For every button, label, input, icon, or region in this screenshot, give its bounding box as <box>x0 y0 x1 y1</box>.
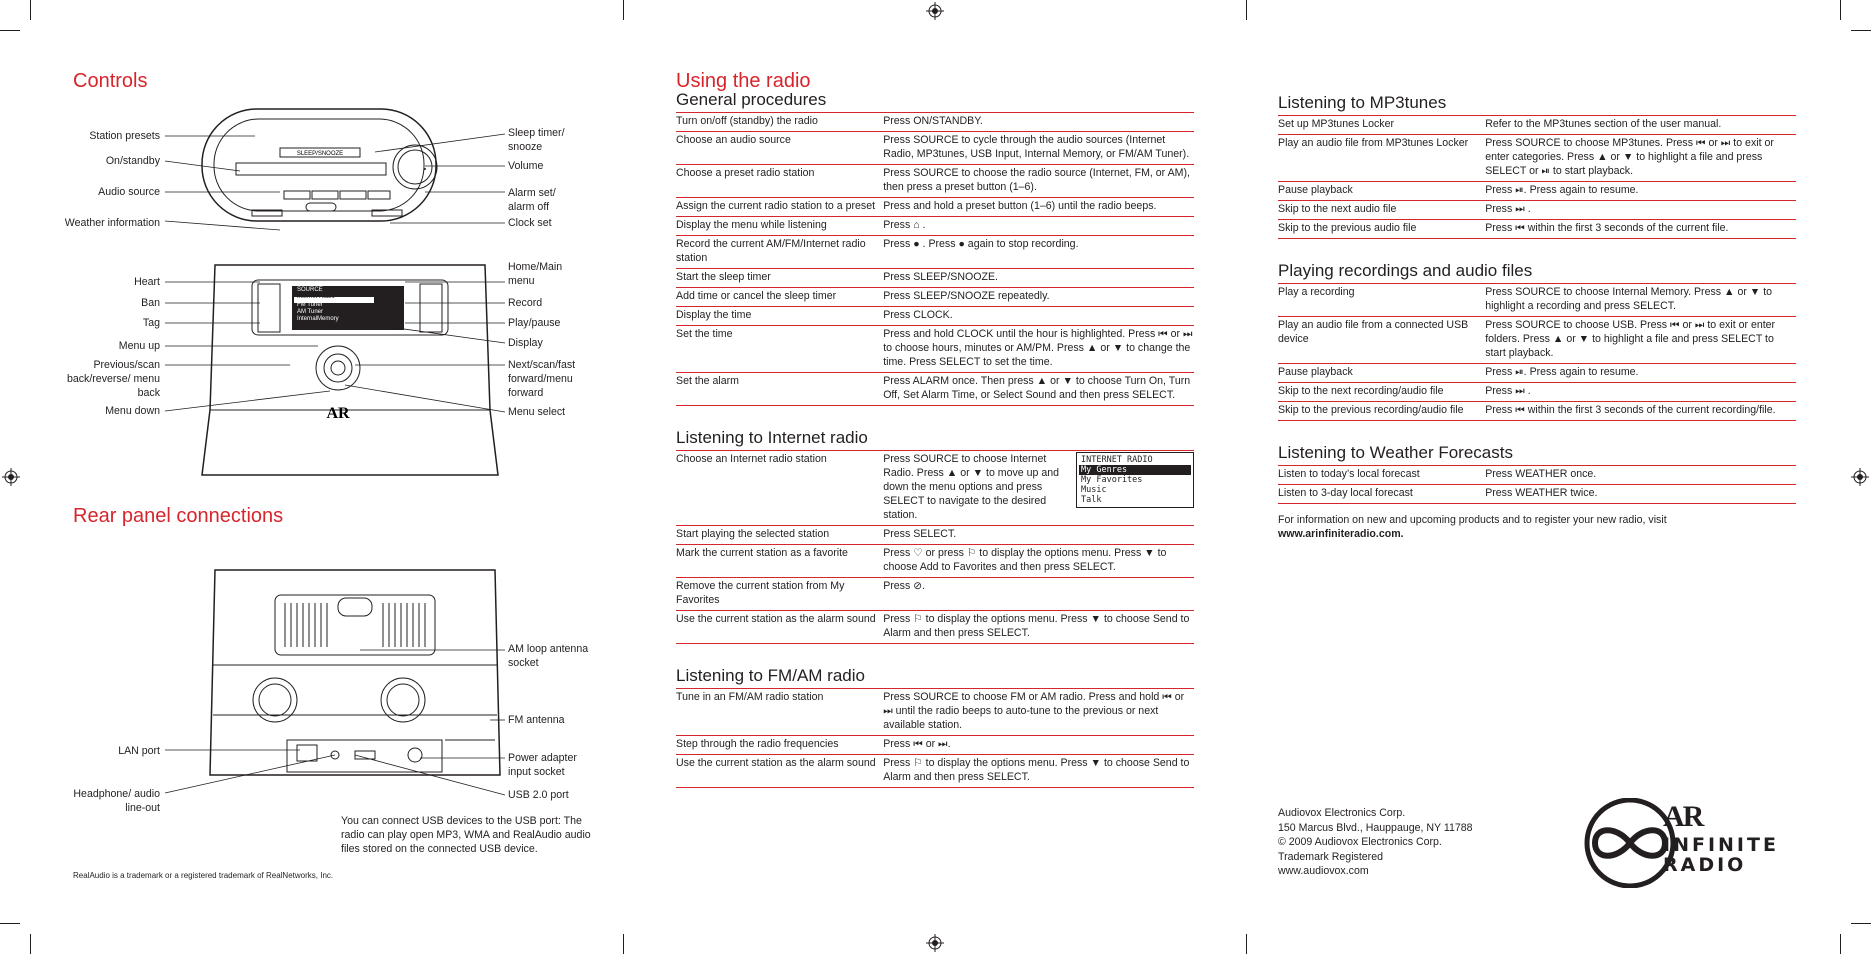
instruction-text: Press SOURCE to choose MP3tunes. Press ⏮ or ⏭ to exit or enter categories. Press ▲ or ▼ to highlight a file and press SELECT or ⏯ to start playback. <box>1485 137 1774 177</box>
label-station-presets: Station presets <box>89 130 160 142</box>
instruction-text: Press CLOCK. <box>883 309 953 321</box>
instruction-text: Press ♡ or press ⚐ to display the options menu. Press ▼ to choose Add to Favorites and then press SELECT. <box>883 547 1167 573</box>
instruction-cell <box>883 165 1194 198</box>
usb-note: You can connect USB devices to the USB port: The radio can play open MP3, WMA and RealAudio audio files stored on the connected USB device. <box>341 815 591 855</box>
callout-lines <box>160 120 510 235</box>
action-cell: Skip to the previous audio file <box>1278 220 1485 239</box>
fmam-radio-table <box>676 688 1194 788</box>
instruction-text: Press SOURCE to choose Internet Radio. Press ▲ or ▼ to move up and down the menu options and press SELECT to navigate to the desired station. <box>883 453 1060 521</box>
label-heart: Heart <box>134 276 160 288</box>
action-cell: Use the current station as the alarm sound <box>676 611 883 644</box>
address-line: Trademark Registered <box>1278 850 1383 863</box>
instruction-text: Press ⏭ . <box>1485 203 1531 215</box>
action-cell: Choose a preset radio station <box>676 165 883 198</box>
internet-radio-title: Listening to Internet radio <box>676 428 868 447</box>
table-row <box>676 113 1194 132</box>
right-column <box>1278 93 1796 541</box>
using-radio-title: Using the radio <box>676 70 811 92</box>
table-row <box>676 373 1194 406</box>
menu-screen-line: INTERNET RADIO <box>1081 455 1153 465</box>
action-cell: Skip to the next recording/audio file <box>1278 383 1485 402</box>
action-cell: Skip to the next audio file <box>1278 201 1485 220</box>
menu-screen-line: Talk <box>1081 495 1102 505</box>
ar-logo-mark: AR <box>1663 800 1703 833</box>
action-cell: Choose an audio source <box>676 132 883 165</box>
menu-screen-line: My Genres <box>1079 465 1191 475</box>
instruction-text: Press ALARM once. Then press ▲ or ▼ to choose Turn On, Turn Off, Set Alarm Time, or Select Sound and then press SELECT. <box>883 375 1191 401</box>
table-row <box>676 578 1194 611</box>
table-row <box>1278 364 1796 383</box>
crop-mark <box>1246 0 1247 20</box>
recordings-title: Playing recordings and audio files <box>1278 261 1533 280</box>
label-next-scan: Next/scan/fast forward/menu forward <box>508 359 576 399</box>
weather-title: Listening to Weather Forecasts <box>1278 443 1513 462</box>
table-row <box>1278 466 1796 485</box>
crop-mark <box>623 934 624 954</box>
action-cell: Tune in an FM/AM radio station <box>676 689 883 736</box>
label-play-pause: Play/pause <box>508 317 561 329</box>
fmam-radio-title: Listening to FM/AM radio <box>676 666 865 685</box>
svg-text:SLEEP/SNOOZE: SLEEP/SNOOZE <box>296 151 344 157</box>
general-procedures-table <box>676 112 1194 406</box>
address-line: Audiovox Electronics Corp. <box>1278 807 1406 819</box>
instruction-cell <box>1485 201 1796 220</box>
label-ban: Ban <box>141 297 160 309</box>
table-row <box>676 689 1194 736</box>
instruction-cell <box>883 198 1194 217</box>
instruction-cell <box>883 217 1194 236</box>
device-screen-title: SOURCE <box>297 287 323 293</box>
instruction-cell <box>883 113 1194 132</box>
instruction-cell <box>883 736 1194 755</box>
instruction-cell <box>883 132 1194 165</box>
label-menu-up: Menu up <box>118 340 160 352</box>
mp3tunes-table <box>1278 115 1796 239</box>
crop-mark <box>1840 934 1841 954</box>
recordings-table <box>1278 283 1796 421</box>
label-weather-information: Weather information <box>64 217 160 229</box>
instruction-cell <box>883 689 1194 736</box>
action-cell: Turn on/off (standby) the radio <box>676 113 883 132</box>
instruction-cell <box>1485 383 1796 402</box>
label-sleep-timer: Sleep timer/ snooze <box>508 127 565 153</box>
crop-mark <box>1851 923 1871 924</box>
table-row <box>1278 220 1796 239</box>
label-audio-source: Audio source <box>98 186 160 198</box>
action-cell: Remove the current station from My Favorites <box>676 578 883 611</box>
registration-mark-icon <box>1851 468 1869 486</box>
instruction-cell <box>883 545 1194 578</box>
label-alarm-set: Alarm set/ alarm off <box>508 187 556 213</box>
crop-mark <box>623 0 624 20</box>
crop-mark <box>1851 30 1871 31</box>
mp3tunes-title: Listening to MP3tunes <box>1278 93 1447 112</box>
table-row <box>676 269 1194 288</box>
wordmark-line2: RADIO <box>1663 854 1747 876</box>
instruction-cell <box>1485 220 1796 239</box>
instruction-cell <box>883 326 1194 373</box>
table-row <box>676 526 1194 545</box>
instruction-cell <box>883 578 1194 611</box>
instruction-cell <box>1485 317 1796 364</box>
label-fm-antenna: FM antenna <box>508 714 565 726</box>
instruction-text: Press and hold CLOCK until the hour is highlighted. Press ⏮ or ⏭ to choose hours, minutes or AM/PM. Press ▲ or ▼ to change the time. Press SELECT to set the time. <box>883 328 1193 368</box>
instruction-text: Press SLEEP/SNOOZE repeatedly. <box>883 290 1050 302</box>
device-screen-item: FM Tuner <box>297 301 323 308</box>
table-row <box>676 545 1194 578</box>
instruction-text: Press SOURCE to choose the radio source (Internet, FM, or AM), then press a preset button (1–6). <box>883 167 1190 193</box>
crop-mark <box>0 30 20 31</box>
table-row <box>676 288 1194 307</box>
instruction-text: Press ⏯. Press again to resume. <box>1485 366 1639 378</box>
table-row <box>676 326 1194 373</box>
info-url-link[interactable]: www.arinfiniteradio.com. <box>1278 528 1404 540</box>
instruction-cell <box>1485 135 1796 182</box>
table-row <box>676 451 1194 526</box>
trademark-note: RealAudio is a trademark or a registered trademark of RealNetworks, Inc. <box>73 871 334 880</box>
instruction-cell <box>1485 402 1796 421</box>
table-row <box>676 165 1194 198</box>
label-lan-port: LAN port <box>118 745 160 757</box>
action-cell: Display the time <box>676 307 883 326</box>
action-cell: Listen to today’s local forecast <box>1278 466 1485 485</box>
info-text: For information on new and upcoming products and to register your new radio, visit <box>1278 514 1667 526</box>
device-screen-item: AM Tuner <box>297 308 324 315</box>
instruction-cell <box>1485 364 1796 383</box>
company-address <box>1278 806 1473 879</box>
instruction-text: Press ⚐ to display the options menu. Press ▼ to choose Send to Alarm and then press SELECT. <box>883 613 1190 639</box>
action-cell: Play a recording <box>1278 284 1485 317</box>
crop-mark <box>30 934 31 954</box>
instruction-cell <box>883 755 1194 788</box>
action-cell: Listen to 3-day local forecast <box>1278 485 1485 504</box>
table-row <box>1278 284 1796 317</box>
instruction-cell <box>883 451 1194 526</box>
crop-mark <box>30 0 31 20</box>
action-cell: Pause playback <box>1278 364 1485 383</box>
action-cell: Play an audio file from MP3tunes Locker <box>1278 135 1485 182</box>
action-cell: Mark the current station as a favorite <box>676 545 883 578</box>
table-row <box>1278 402 1796 421</box>
table-row <box>676 611 1194 644</box>
instruction-cell <box>883 526 1194 545</box>
table-row <box>1278 317 1796 364</box>
table-row <box>676 132 1194 165</box>
label-menu-down: Menu down <box>105 405 160 417</box>
table-row <box>1278 135 1796 182</box>
instruction-text: Press SLEEP/SNOOZE. <box>883 271 998 283</box>
label-record: Record <box>508 297 543 309</box>
table-row <box>1278 383 1796 402</box>
registration-mark-icon <box>926 2 944 20</box>
label-menu-select: Menu select <box>508 406 566 418</box>
instruction-cell <box>883 288 1194 307</box>
label-tag: Tag <box>142 317 160 329</box>
instruction-text: Press SOURCE to choose Internal Memory. Press ▲ or ▼ to highlight a recording and press SELECT. <box>1485 286 1773 312</box>
instruction-cell <box>883 307 1194 326</box>
wordmark-line1: INFINITE <box>1663 834 1779 856</box>
label-display: Display <box>508 337 543 349</box>
menu-screen-example <box>1076 452 1194 508</box>
instruction-text: Press SOURCE to choose USB. Press ⏮ or ⏭ to exit or enter folders. Press ▲ or ▼ to highlight a file and press SELECT to start playback. <box>1485 319 1776 359</box>
internet-radio-table <box>676 450 1194 644</box>
action-cell: Use the current station as the alarm sound <box>676 755 883 788</box>
action-cell: Set the time <box>676 326 883 373</box>
action-cell: Step through the radio frequencies <box>676 736 883 755</box>
label-home-main-menu: Home/Main menu <box>508 261 563 287</box>
address-line: © 2009 Audiovox Electronics Corp. <box>1278 836 1442 848</box>
label-previous-scan: Previous/scan back/reverse/ menu back <box>66 359 160 399</box>
address-line: 150 Marcus Blvd., Hauppauge, NY 11788 <box>1278 821 1473 834</box>
instruction-cell <box>1485 116 1796 135</box>
instruction-cell <box>1485 284 1796 317</box>
label-headphone: Headphone/ audio line-out <box>73 788 160 814</box>
action-cell: Set the alarm <box>676 373 883 406</box>
instruction-text: Press ⏮ within the first 3 seconds of the current recording/file. <box>1485 404 1776 416</box>
callout-lines <box>160 630 510 805</box>
instruction-cell <box>1485 466 1796 485</box>
instruction-text: Press ⏭ . <box>1485 385 1531 397</box>
label-clock-set: Clock set <box>508 217 552 229</box>
instruction-text: Press and hold a preset button (1–6) until the radio beeps. <box>883 200 1157 212</box>
table-row <box>676 736 1194 755</box>
action-cell: Add time or cancel the sleep timer <box>676 288 883 307</box>
menu-screen-line: My Favorites <box>1081 475 1143 485</box>
weather-table <box>1278 465 1796 504</box>
using-radio-column <box>676 70 1194 788</box>
general-procedures-title: General procedures <box>676 90 827 109</box>
device-screen-item: InternalMemory <box>297 316 339 323</box>
table-row <box>1278 201 1796 220</box>
menu-screen-line: Music <box>1081 485 1107 495</box>
instruction-cell <box>1485 485 1796 504</box>
label-power-adapter: Power adapter input socket <box>508 752 577 778</box>
table-row <box>676 236 1194 269</box>
instruction-cell <box>883 611 1194 644</box>
registration-mark-icon <box>2 468 20 486</box>
instruction-cell <box>883 236 1194 269</box>
instruction-text: Press ⚐ to display the options menu. Press ▼ to choose Send to Alarm and then press SELECT. <box>883 757 1190 783</box>
instruction-text: Press SOURCE to cycle through the audio sources (Internet Radio, MP3tunes, USB Input, Internal Memory, or FM/AM Tuner). <box>883 134 1190 160</box>
instruction-text: Press ⏮ within the first 3 seconds of the current file. <box>1485 222 1729 234</box>
crop-mark <box>0 923 20 924</box>
action-cell: Set up MP3tunes Locker <box>1278 116 1485 135</box>
svg-text:AR: AR <box>326 405 350 422</box>
action-cell: Play an audio file from a connected USB device <box>1278 317 1485 364</box>
device-screen-item: Internet Radio <box>297 294 335 301</box>
action-cell: Start the sleep timer <box>676 269 883 288</box>
registration-mark-icon <box>926 934 944 952</box>
infinite-radio-wordmark <box>1663 835 1779 875</box>
instruction-text: Press SOURCE to choose FM or AM radio. Press and hold ⏮ or ⏭ until the radio beeps to auto-tune to the previous or next available station. <box>883 691 1185 731</box>
instruction-cell <box>1485 182 1796 201</box>
instruction-text: Press SELECT. <box>883 528 957 540</box>
action-cell: Display the menu while listening <box>676 217 883 236</box>
callout-lines <box>160 275 510 425</box>
action-cell: Pause playback <box>1278 182 1485 201</box>
instruction-text: Press ● . Press ● again to stop recording. <box>883 238 1079 250</box>
table-row <box>1278 182 1796 201</box>
table-row <box>1278 116 1796 135</box>
table-row <box>676 307 1194 326</box>
rear-panel-title: Rear panel connections <box>73 505 284 527</box>
table-row <box>676 198 1194 217</box>
instruction-text: Press WEATHER twice. <box>1485 487 1598 499</box>
instruction-text: Press ⌂ . <box>883 219 926 231</box>
action-cell: Start playing the selected station <box>676 526 883 545</box>
label-usb-port: USB 2.0 port <box>508 789 569 801</box>
instruction-cell <box>883 373 1194 406</box>
table-row <box>676 217 1194 236</box>
controls-title: Controls <box>73 70 148 92</box>
action-cell: Record the current AM/FM/Internet radio station <box>676 236 883 269</box>
table-row <box>676 755 1194 788</box>
info-paragraph <box>1278 513 1796 541</box>
crop-mark <box>1840 0 1841 20</box>
instruction-text: Press ⊘. <box>883 580 926 592</box>
label-volume: Volume <box>508 160 544 172</box>
crop-mark <box>1246 934 1247 954</box>
instruction-text: Press WEATHER once. <box>1485 468 1597 480</box>
action-cell: Assign the current radio station to a preset <box>676 198 883 217</box>
action-cell: Skip to the previous recording/audio file <box>1278 402 1485 421</box>
instruction-text: Press ⏯. Press again to resume. <box>1485 184 1639 196</box>
label-on-standby: On/standby <box>105 155 160 167</box>
instruction-cell <box>883 269 1194 288</box>
table-row <box>1278 485 1796 504</box>
label-am-loop: AM loop antenna socket <box>508 643 589 669</box>
instruction-text: Press ON/STANDBY. <box>883 115 983 127</box>
instruction-text: Press ⏮ or ⏭. <box>883 738 951 750</box>
instruction-text: Refer to the MP3tunes section of the user manual. <box>1485 118 1722 130</box>
action-cell: Choose an Internet radio station <box>676 451 883 526</box>
address-link[interactable]: www.audiovox.com <box>1278 865 1369 877</box>
